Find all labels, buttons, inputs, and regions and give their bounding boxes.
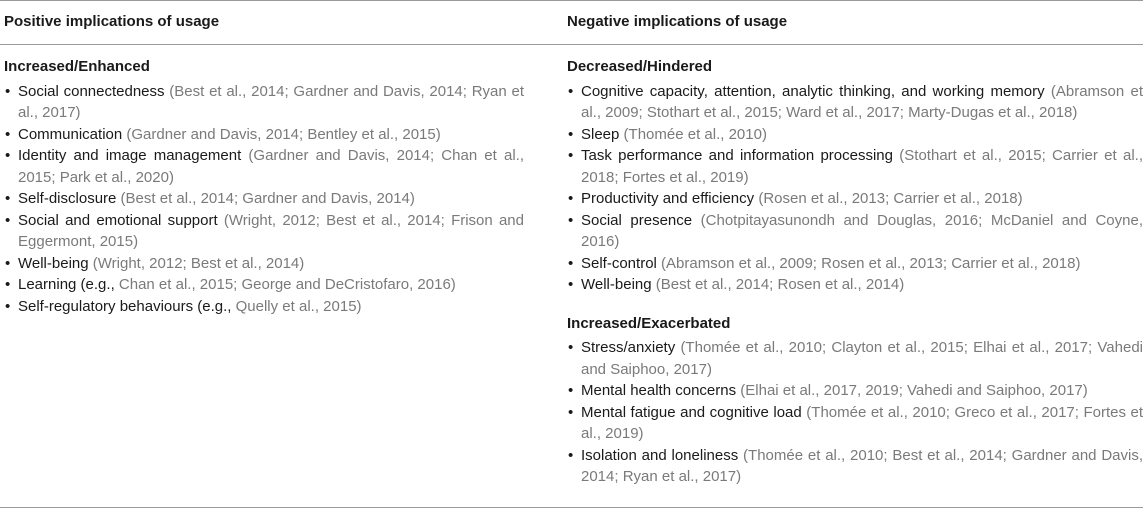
citation-refs: (Wright, 2012; Best et al., 2014; Frison and Eggermont, 2015) [18, 211, 524, 250]
implication-label: Stress/anxiety [581, 339, 676, 356]
citation-refs: Quelly et al., 2015) [235, 297, 362, 315]
citation-refs: (Wright, 2012; Best et al., 2014) [92, 254, 305, 272]
implication-label: Communication [18, 125, 123, 143]
citation-refs: (Rosen et al., 2013; Carrier et al., 2018) [758, 190, 1023, 207]
list-item [567, 402, 1143, 445]
list-item [567, 81, 1143, 124]
citation-refs: (Best et al., 2014; Rosen et al., 2014) [655, 276, 905, 293]
negative-column [567, 56, 1143, 488]
implication-label: Self-disclosure [18, 190, 117, 207]
implication-label: Social connectedness [18, 82, 165, 100]
citation-refs: (Best et al., 2014; Gardner and Davis, 2014) [120, 190, 415, 207]
positive-column [4, 56, 524, 317]
citation-refs: (Thomée et al., 2010; Best et al., 2014; Gardner and Davis, 2014; Ryan et al., 2017) [581, 446, 1143, 485]
citation-refs: (Thomée et al., 2010) [623, 125, 767, 143]
implication-label: Cognitive capacity, attention, analytic thinking, and working memory [581, 82, 1045, 100]
list-item [567, 210, 1143, 253]
list-item [567, 253, 1143, 275]
implication-label: Social and emotional support [18, 211, 218, 229]
bullet-list [567, 81, 1143, 296]
citation-refs: (Abramson et al., 2009; Rosen et al., 2013; Carrier et al., 2018) [661, 254, 1081, 272]
implication-label: Well-being [18, 254, 89, 272]
negative-column-header: Negative implications of usage [567, 13, 788, 30]
positive-column-header: Positive implications of usage [4, 13, 220, 30]
list-item [567, 445, 1143, 488]
list-item [567, 124, 1143, 146]
group-title: Increased/Exacerbated [567, 314, 731, 332]
list-item [567, 274, 1143, 296]
negative-group [567, 56, 1143, 296]
list-item [4, 296, 524, 318]
implication-label: Self-regulatory behaviours (e.g., [18, 297, 232, 315]
list-item [567, 337, 1143, 380]
citation-refs: (Gardner and Davis, 2014; Chan et al., 2015; Park et al., 2020) [18, 147, 524, 186]
implication-label: Isolation and loneliness [581, 446, 739, 464]
citation-refs: (Thomée et al., 2010; Greco et al., 2017; Fortes et al., 2019) [581, 403, 1143, 442]
table-top-rule [0, 0, 1143, 1]
citation-refs: (Abramson et al., 2009; Stothart et al., 2015; Ward et al., 2017; Marty-Dugas et al., 2018) [581, 82, 1143, 121]
citation-refs: (Thomée et al., 2010; Clayton et al., 2015; Elhai et al., 2017; Vahedi and Saiphoo, 2017) [581, 339, 1143, 378]
list-item [4, 188, 524, 210]
implication-label: Identity and image management [18, 147, 242, 164]
citation-refs: (Chotpitayasunondh and Douglas, 2016; McDaniel and Coyne, 2016) [581, 211, 1143, 250]
list-item [4, 210, 524, 253]
list-item [567, 380, 1143, 402]
citation-refs: (Stothart et al., 2015; Carrier et al., 2018; Fortes et al., 2019) [581, 147, 1143, 186]
list-item [4, 124, 524, 146]
implication-label: Mental health concerns [581, 382, 737, 399]
citation-refs: (Elhai et al., 2017, 2019; Vahedi and Saiphoo, 2017) [740, 382, 1088, 399]
bullet-list [4, 81, 524, 318]
positive-group [4, 56, 524, 317]
implication-label: Self-control [581, 254, 657, 272]
citation-refs: Chan et al., 2015; George and DeCristofaro, 2016) [118, 276, 456, 293]
table-bottom-rule [0, 507, 1143, 508]
implication-label: Well-being [581, 276, 652, 293]
bullet-list [567, 337, 1143, 488]
implication-label: Social presence [581, 211, 693, 229]
group-title: Increased/Enhanced [4, 58, 150, 75]
negative-group [567, 313, 1143, 488]
list-item [567, 188, 1143, 210]
implication-label: Productivity and efficiency [581, 190, 755, 207]
list-item [4, 253, 524, 275]
implication-label: Sleep [581, 125, 620, 143]
list-item [4, 145, 524, 188]
group-title: Decreased/Hindered [567, 58, 713, 75]
implication-label: Mental fatigue and cognitive load [581, 403, 802, 421]
implication-label: Task performance and information processing [581, 147, 893, 164]
citation-refs: (Gardner and Davis, 2014; Bentley et al., 2015) [126, 125, 441, 143]
list-item [567, 145, 1143, 188]
table-header-rule [0, 44, 1143, 45]
list-item [4, 274, 524, 296]
citation-refs: (Best et al., 2014; Gardner and Davis, 2014; Ryan et al., 2017) [18, 82, 524, 121]
list-item [4, 81, 524, 124]
implication-label: Learning (e.g., [18, 276, 115, 293]
